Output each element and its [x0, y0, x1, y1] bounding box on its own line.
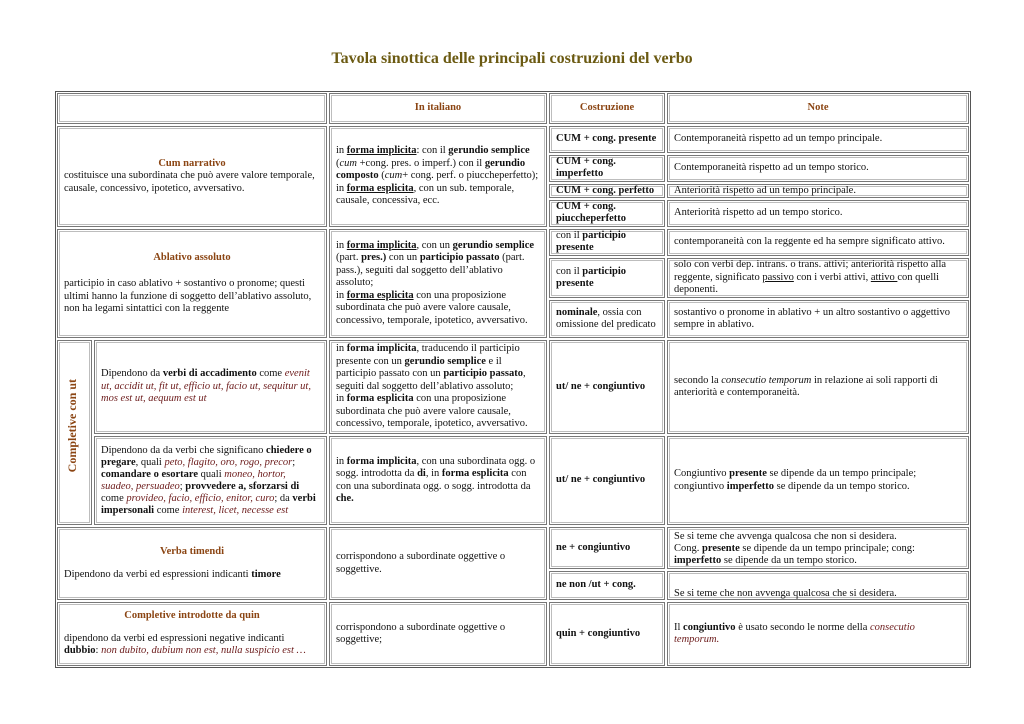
cum-narrativo-title: Cum narrativo	[158, 157, 226, 169]
ablativo-costruzione-3: nominale, ossia con omissione del predicato	[549, 300, 665, 338]
completive-accadimento-note: secondo la consecutio temporum in relazione ai soli rapporti di anteriorità e contemporaneità.	[667, 340, 969, 434]
verba-timendi-cell	[57, 527, 327, 600]
cum-costruzione-3: CUM + cong. perfetto	[549, 184, 665, 198]
completive-accadimento-italiano: in forma implicita, traducendo il participio presente con un gerundio semplice e il participio passato con un participio passato, seguiti dal soggetto dell’ablativo assoluto; in forma esplicita con una proposizione subordinata che può avere valore causale, concessivo, temporale, ipotetico, avversativo.	[329, 340, 547, 434]
quin-costruzione: quin + congiuntivo	[549, 602, 665, 666]
quin-desc: dipendono da verbi ed espressioni negative indicanti dubbio: non dubito, dubium non est, nulla suspicio est …	[64, 632, 306, 657]
ablativo-note-1: contemporaneità con la reggente ed ha sempre significato attivo.	[667, 229, 969, 256]
verba-timendi-desc: Dipendono da verbi ed espressioni indicanti timore	[64, 568, 281, 580]
completive-con-ut-cell	[57, 340, 92, 525]
cum-costruzione-4: CUM + cong. piuccheperfetto	[549, 200, 665, 227]
cum-narrativo-cell	[57, 126, 327, 227]
completive-con-ut-label: Completive con ut	[65, 379, 79, 473]
ablativo-assoluto-title: Ablativo assoluto	[153, 251, 231, 263]
verba-timendi-costruzione-1: ne + congiuntivo	[549, 527, 665, 569]
completive-chiedere-note: Congiuntivo presente se dipende da un tempo principale; congiuntivo imperfetto se dipende da un tempo storico.	[667, 436, 969, 525]
cum-costruzione-1: CUM + cong. presente	[549, 126, 665, 153]
ablativo-italiano-cell	[329, 229, 547, 338]
verba-timendi-italiano: corrispondono a subordinate oggettive o soggettive.	[329, 527, 547, 600]
verba-timendi-title: Verba timendi	[159, 546, 225, 557]
quin-title: Completive introdotte da quin	[124, 610, 260, 622]
ablativo-costruzione-2: con il participio presente	[549, 258, 665, 298]
page-title: Tavola sinottica delle principali costruzioni del verbo	[331, 50, 693, 67]
quin-cell	[57, 602, 327, 666]
cum-italiano-cell	[329, 126, 547, 227]
header-in-italiano: In italiano	[329, 93, 547, 124]
header-costruzione: Costruzione	[549, 93, 665, 124]
verba-timendi-note-1: Se si teme che avvenga qualcosa che non si desidera. Cong. presente se dipende da un tempo principale; cong: imperfetto se dipende da un tempo storico.	[667, 527, 969, 569]
verba-timendi-note-2: Se si teme che non avvenga qualcosa che si desidera.	[667, 571, 969, 600]
cum-note-2: Contemporaneità rispetto ad un tempo storico.	[667, 155, 969, 182]
header-note: Note	[667, 93, 969, 124]
completive-chiedere-italiano: in forma implicita, con una subordinata ogg. o sogg. introdotta da di, in forma esplicita con con una subordinata ogg. o sogg. introdotta da che.	[329, 436, 547, 525]
header-empty-cell	[57, 93, 327, 124]
cum-italiano-text: in forma implicita: con il gerundio semplice (cum +cong. pres. o imperf.) con il gerundio composto (cum+ cong. perf. o piuccheperfetto); in forma esplicita, con un sub. temporale, causale, concessiva, ecc.	[336, 145, 539, 207]
ablativo-costruzione-1: con il participio presente	[549, 229, 665, 256]
ablativo-assoluto-cell	[57, 229, 327, 338]
ablativo-assoluto-desc: participio in caso ablativo + sostantivo o pronome; questi ultimi hanno la funzione di soggetto dell’ablativo assoluto, non ha legami sintattici con la reggente	[64, 278, 312, 314]
cum-costruzione-2: CUM + cong. imperfetto	[549, 155, 665, 182]
verba-timendi-costruzione-2: ne non /ut + cong.	[549, 571, 665, 600]
cum-note-3: Anteriorità rispetto ad un tempo principale.	[667, 184, 969, 198]
cum-narrativo-desc: costituisce una subordinata che può avere valore temporale, causale, concessivo, ipotetico, avversativo.	[64, 170, 315, 194]
cum-note-1: Contemporaneità rispetto ad un tempo principale.	[667, 126, 969, 153]
ablativo-note-3: sostantivo o pronome in ablativo + un altro sostantivo o aggettivo sempre in ablativo.	[667, 300, 969, 338]
completive-chiedere-costruzione: ut/ ne + congiuntivo	[549, 436, 665, 525]
cum-note-4: Anteriorità rispetto ad un tempo storico.	[667, 200, 969, 227]
quin-italiano: corrispondono a subordinate oggettive o soggettive;	[329, 602, 547, 666]
quin-note: Il congiuntivo è usato secondo le norme della consecutio temporum.	[667, 602, 969, 666]
completive-accadimento-costruzione: ut/ ne + congiuntivo	[549, 340, 665, 434]
ablativo-note-2: solo con verbi dep. intrans. o trans. attivi; anteriorità rispetto alla reggente, significato passivo con i verbi attivi, attivo con quelli deponenti.	[667, 258, 969, 298]
completive-accadimento-cell: Dipendono da verbi di accadimento come evenit ut, accidit ut, fit ut, efficio ut, facio ut, sequitur ut, mos est ut, aequum est ut	[94, 340, 327, 434]
ablativo-italiano-text: in forma implicita, con un gerundio semplice (part. pres.) con un participio passato (part. pass.), seguiti dal soggetto dell’ablativo assoluto; in forma esplicita con una proposizione subordinata che può avere valore causale, concessivo, temporale, ipotetico, avversativo.	[336, 239, 535, 326]
completive-chiedere-cell: Dipendono da da verbi che significano chiedere o pregare, quali peto, flagito, oro, rogo, precor; comandare o esortare quali moneo, hortor, suadeo, persuadeo; provvedere a, sforzarsi di come provideo, facio, efficio, enitor, curo; da verbi impersonali come interest, licet, necesse est	[94, 436, 327, 525]
